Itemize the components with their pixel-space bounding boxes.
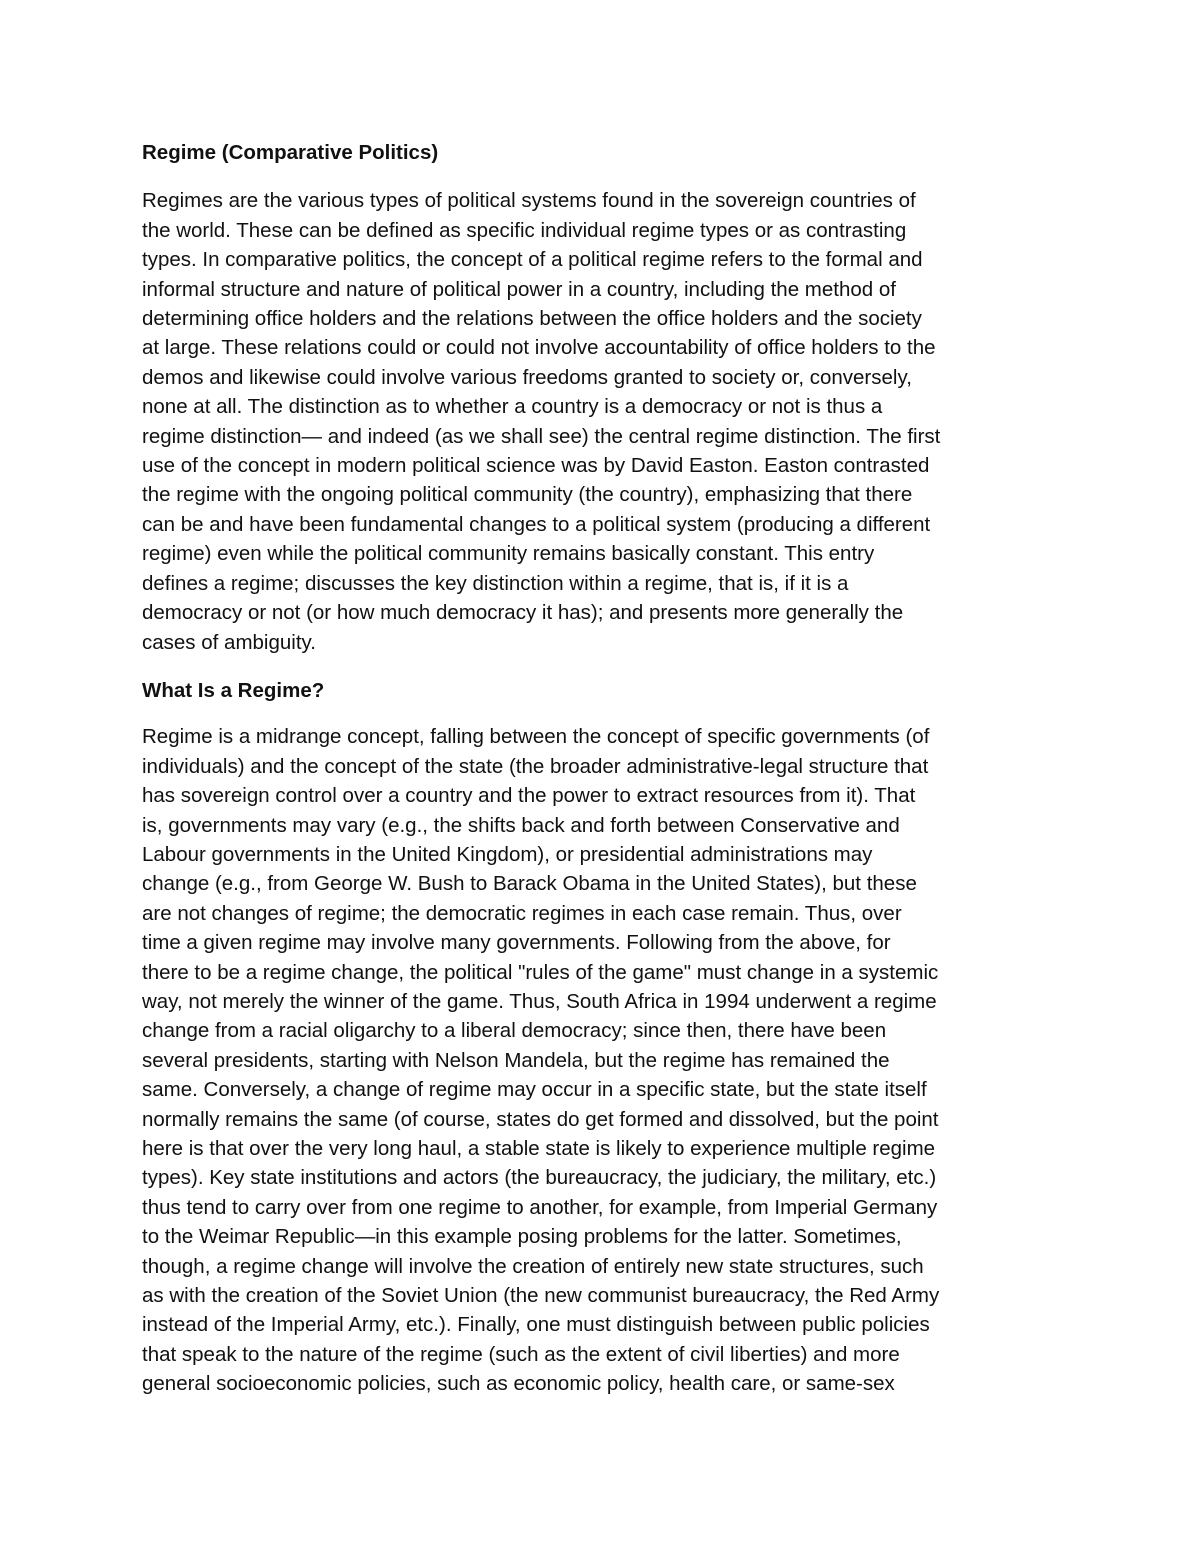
paragraph-line: cases of ambiguity. [142,630,316,654]
paragraph-line: as with the creation of the Soviet Union (the new communist bureaucracy, the Red Army [142,1284,940,1308]
paragraph-line: general socioeconomic policies, such as economic policy, health care, or same-sex [142,1372,895,1396]
paragraph-line: there to be a regime change, the political "rules of the game" must change in a systemic [142,960,939,984]
paragraph-line: can be and have been fundamental changes to a political system (producing a different [142,512,931,536]
section-heading: What Is a Regime? [142,678,325,702]
paragraph-line: change (e.g., from George W. Bush to Barack Obama in the United States), but these [142,872,917,896]
paragraph-line: determining office holders and the relations between the office holders and the society [142,307,922,331]
paragraph-line: informal structure and nature of political power in a country, including the method of [142,277,896,301]
document-page [142,138,1060,1399]
paragraph-line: use of the concept in modern political science was by David Easton. Easton contrasted [142,454,930,478]
paragraph-line: though, a regime change will involve the creation of entirely new state structures, such [142,1254,924,1278]
paragraph-line: same. Conversely, a change of regime may occur in a specific state, but the state itself [142,1078,927,1102]
paragraph-line: thus tend to carry over from one regime to another, for example, from Imperial Germany [142,1195,938,1219]
paragraph-line: several presidents, starting with Nelson Mandela, but the regime has remained the [142,1048,890,1072]
paragraph-line: the regime with the ongoing political community (the country), emphasizing that there [142,483,913,507]
paragraph-line: defines a regime; discusses the key distinction within a regime, that is, if it is a [142,571,849,595]
paragraph-line: types. In comparative politics, the concept of a political regime refers to the formal and [142,248,923,272]
paragraph-line: are not changes of regime; the democratic regimes in each case remain. Thus, over [142,901,902,925]
paragraph-line: is, governments may vary (e.g., the shifts back and forth between Conservative and [142,813,900,837]
paragraph-line: that speak to the nature of the regime (such as the extent of civil liberties) and more [142,1342,900,1366]
paragraph-line: types). Key state institutions and actors (the bureaucracy, the judiciary, the military, etc.) [142,1166,937,1190]
paragraph-line: to the Weimar Republic—in this example posing problems for the latter. Sometimes, [142,1225,902,1249]
paragraph-line: time a given regime may involve many governments. Following from the above, for [142,931,891,955]
intro-paragraph [142,186,1060,657]
paragraph-line: the world. These can be defined as specific individual regime types or as contrasting [142,218,907,242]
paragraph-line: democracy or not (or how much democracy it has); and presents more generally the [142,601,904,625]
paragraph-line: none at all. The distinction as to whether a country is a democracy or not is thus a [142,395,883,419]
paragraph-line: here is that over the very long haul, a stable state is likely to experience multiple regime [142,1137,936,1160]
paragraph-line: way, not merely the winner of the game. Thus, South Africa in 1994 underwent a regime [142,989,937,1013]
paragraph-line: Labour governments in the United Kingdom), or presidential administrations may [142,842,873,866]
paragraph-line: change from a racial oligarchy to a liberal democracy; since then, there have been [142,1019,887,1043]
paragraph-line: normally remains the same (of course, states do get formed and dissolved, but the point [142,1107,939,1131]
paragraph-line: has sovereign control over a country and the power to extract resources from it). That [142,784,916,808]
paragraph-line: individuals) and the concept of the state (the broader administrative-legal structure that [142,754,929,778]
paragraph-line: regime distinction— and indeed (as we shall see) the central regime distinction. The first [142,424,941,448]
paragraph-line: Regimes are the various types of political systems found in the sovereign countries of [142,189,916,213]
paragraph-line: demos and likewise could involve various freedoms granted to society or, conversely, [142,365,912,389]
paragraph-line: Regime is a midrange concept, falling between the concept of specific governments (of [142,725,930,749]
paragraph-line: at large. These relations could or could not involve accountability of office holders to the [142,336,936,360]
document-title: Regime (Comparative Politics) [142,141,439,164]
paragraph-line: instead of the Imperial Army, etc.). Finally, one must distinguish between public policies [142,1313,930,1337]
section-paragraph [142,722,1060,1398]
paragraph-line: regime) even while the political community remains basically constant. This entry [142,542,875,566]
